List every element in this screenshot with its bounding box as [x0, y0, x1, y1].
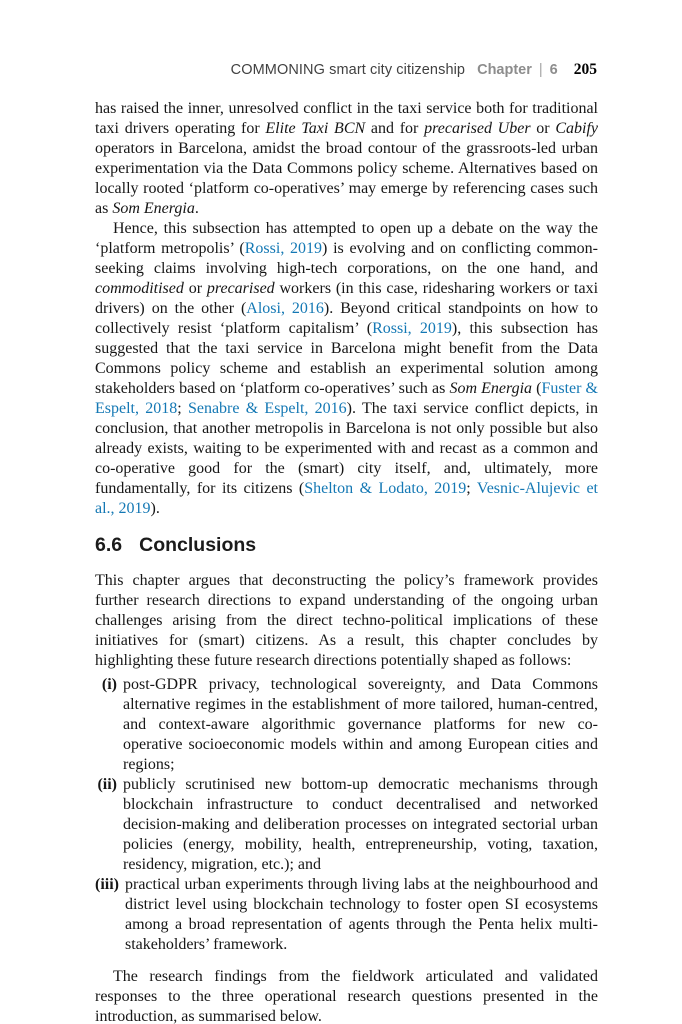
text-run: or — [183, 280, 207, 297]
text-run: publicly scrutinised new bottom-up democratic mechanisms through blockchain infrastructure to conduct decentralised and networked decision-making and deliberation processes on integrated sectorial urban policies (energy, mobility, health, entrepreneurship, voting, taxation, residency, migration, etc.); and — [123, 776, 598, 873]
text-run: practical urban experiments through living labs at the neighbourhood and district level using blockchain technology to foster open SI ecosystems among a broad representation of agents through the Penta helix multi-stakeholders’ framework. — [125, 876, 598, 953]
list-item — [95, 775, 598, 875]
citation-link[interactable]: Rossi, 2019 — [244, 240, 323, 257]
italic-text: Elite Taxi BCN — [265, 120, 366, 137]
text-run: operators in Barcelona, amidst the broad contour of the grassroots-led urban experimentation via the Data Commons policy scheme. Alternatives based on locally rooted ‘platform co-operatives’ may emerge by referencing cases such as — [95, 140, 598, 217]
text-run: and for — [365, 120, 425, 137]
text-run: has raised the inner, unresolved conflict in the taxi service both for traditional taxi drivers operating for — [95, 100, 598, 137]
list-item-text — [123, 775, 598, 875]
text-run: Hence, this subsection has attempted to open up a debate on the way the ‘platform metropolis’ ( — [95, 220, 598, 257]
text-run: ). — [150, 500, 160, 517]
paragraph-taxi-conflict — [95, 99, 598, 219]
citation-link[interactable]: Shelton & Lodato, 2019 — [304, 480, 467, 497]
text-run: ; — [177, 400, 188, 417]
italic-text: Cabify — [555, 120, 599, 137]
text-run: ), this subsection has suggested that the taxi service in Barcelona might benefit from the Data Commons policy scheme and establish an experimental solution among stakeholders based on ‘platform co-operatives’ such as — [95, 320, 598, 397]
chapter-separator: | — [538, 62, 543, 78]
paragraph-conclusions-intro — [95, 571, 598, 671]
text-run: ; — [466, 480, 477, 497]
text-run: This chapter argues that deconstructing the policy’s framework provides further research directions to expand understanding of the ongoing urban challenges arising from the direct techno-political implications of these initiatives for (smart) citizens. As a result, this chapter concludes by highlighting these future research directions potentially shaped as follows: — [95, 572, 598, 669]
text-run: . — [194, 200, 199, 217]
paragraph-platform-metropolis — [95, 219, 598, 519]
italic-text: Som Energia — [112, 200, 195, 217]
list-item-text — [125, 875, 598, 955]
list-item-text — [123, 675, 598, 775]
section-title: Conclusions — [139, 534, 257, 556]
chapter-label: Chapter — [477, 62, 532, 78]
section-heading — [95, 534, 598, 557]
chapter-number: 6 — [549, 62, 558, 78]
list-item-marker: (iii) — [95, 876, 119, 893]
text-run: post-GDPR privacy, technological sovereignty, and Data Commons alternative regimes in the establishment of more tailored, human-centred, and context-aware algorithmic governance platforms for new co-operative socioeconomic models within and among European cities and regions; — [123, 676, 598, 773]
text-run: workers (in this case, ridesharing workers or taxi drivers) on the other ( — [95, 280, 599, 317]
italic-text: precarised Uber — [424, 120, 531, 137]
list-item-marker: (ii) — [97, 776, 117, 793]
text-run: or — [530, 120, 556, 137]
italic-text: precarised — [206, 280, 275, 297]
running-title: COMMONING smart city citizenship — [230, 62, 466, 78]
page-number: 205 — [573, 61, 597, 78]
text-run: ). Beyond critical standpoints on how to collectively resist ‘platform capitalism’ ( — [95, 300, 599, 337]
text-run: ) is evolving and on conflicting common-seeking claims involving high-tech corporations, on the one hand, and — [95, 240, 598, 277]
page-body — [95, 99, 598, 1024]
italic-text: commoditised — [95, 280, 184, 297]
section-number: 6.6 — [95, 534, 123, 556]
conclusions-list — [95, 675, 598, 955]
list-item — [95, 675, 598, 775]
list-item-marker: (i) — [101, 676, 117, 693]
citation-link[interactable]: Vesnic-Alujevic et al., 2019 — [95, 480, 598, 517]
text-run: The research findings from the fieldwork articulated and validated responses to the three operational research questions presented in the introduction, as summarised below. — [95, 968, 598, 1024]
text-run: ). The taxi service conflict depicts, in conclusion, that another metropolis in Barcelona is not only possible but also already exists, waiting to be experimented with and recast as a common and co-operative good for the (smart) city itself, and, ultimately, more fundamentally, for its citizens ( — [95, 400, 599, 497]
italic-text: Som Energia — [449, 380, 533, 397]
running-header — [85, 61, 597, 79]
citation-link[interactable]: Fuster & Espelt, 2018 — [95, 380, 599, 417]
text-run: ( — [532, 380, 542, 397]
list-item — [95, 875, 598, 955]
citation-link[interactable]: Rossi, 2019 — [372, 320, 452, 337]
paragraph-research-findings — [95, 967, 598, 1024]
citation-link[interactable]: Alosi, 2016 — [246, 300, 324, 317]
citation-link[interactable]: Senabre & Espelt, 2016 — [187, 400, 347, 417]
